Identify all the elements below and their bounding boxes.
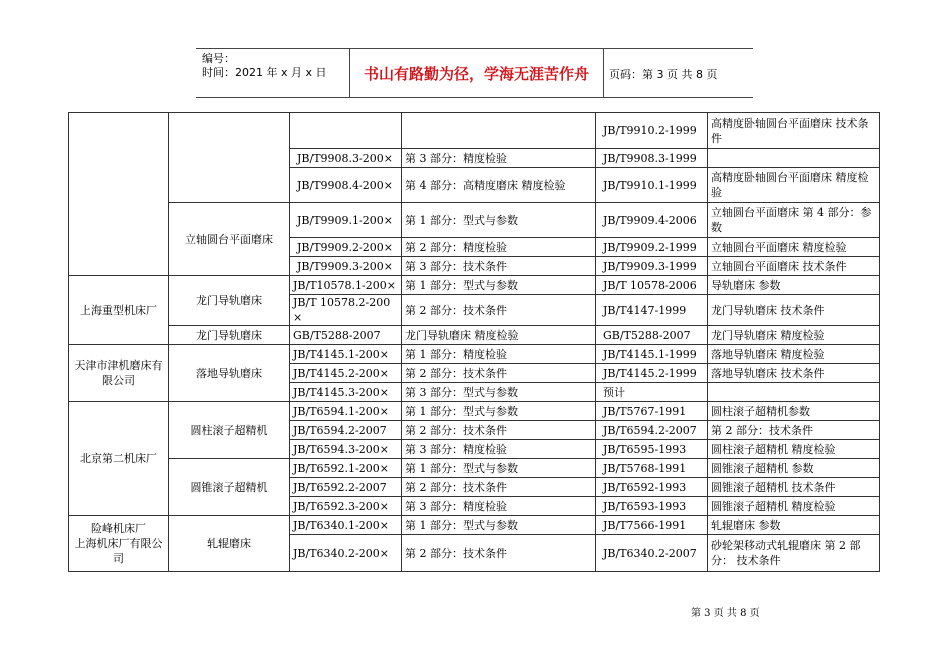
table-cell: JB/T6340.1-200× — [290, 516, 402, 535]
table-cell: JB/T5767-1991 — [596, 402, 708, 421]
table-cell: JB/T6592-1993 — [596, 478, 708, 497]
table-cell: JB/T6594.2-2007 — [290, 421, 402, 440]
page-footer: 第 3 页 共 8 页 — [691, 608, 760, 619]
table-cell: 第 2 部分：技术条件 — [708, 421, 880, 440]
table-cell: GB/T5288-2007 — [596, 326, 708, 345]
table-cell: JB/T4145.2-1999 — [596, 364, 708, 383]
table-cell: 第 3 部分：精度检验 — [402, 440, 596, 459]
table-cell: 立轴圆台平面磨床 精度检验 — [708, 238, 880, 257]
table-cell: GB/T5288-2007 — [290, 326, 402, 345]
table-cell: 龙门导轨磨床 技术条件 — [708, 295, 880, 326]
table-row — [69, 276, 880, 295]
table-cell: 第 1 部分：型式与参数 — [402, 516, 596, 535]
table-cell: JB/T9908.3-1999 — [596, 149, 708, 168]
table-cell: 圆锥滚子超精机 技术条件 — [708, 478, 880, 497]
table-cell: 落地导轨磨床 技术条件 — [708, 364, 880, 383]
table-cell: 预计 — [596, 383, 708, 402]
table-cell: JB/T6594.3-200× — [290, 440, 402, 459]
table-cell: 落地导轨磨床 精度检验 — [708, 345, 880, 364]
table-cell: 第 2 部分：精度检验 — [402, 238, 596, 257]
table-cell: JB/T9910.1-1999 — [596, 168, 708, 203]
table-cell: JB/T9908.4-200× — [290, 168, 402, 203]
table-cell: 圆柱滚子超精机 — [169, 402, 290, 459]
table-cell: 北京第二机床厂 — [69, 402, 169, 516]
table-cell: 立轴圆台平面磨床 — [169, 203, 290, 276]
table-cell: JB/T9908.3-200× — [290, 149, 402, 168]
header-motto: 书山有路勤为径，学海无涯苦作舟 — [349, 49, 604, 97]
table-cell: 圆锥滚子超精机 参数 — [708, 459, 880, 478]
table-cell: 龙门导轨磨床 精度检验 — [708, 326, 880, 345]
table-cell: 第 2 部分：技术条件 — [402, 364, 596, 383]
table-cell: JB/T6595-1993 — [596, 440, 708, 459]
table-cell: 第 3 部分：精度检验 — [402, 149, 596, 168]
table-cell: 第 2 部分：技术条件 — [402, 535, 596, 572]
standards-table — [68, 112, 880, 572]
table-cell: 落地导轨磨床 — [169, 345, 290, 402]
table-cell: 险峰机床厂 上海机床厂有限公司 — [69, 516, 169, 572]
table-cell: 上海重型机床厂 — [69, 276, 169, 345]
table-cell — [290, 113, 402, 149]
table-cell — [402, 113, 596, 149]
table-cell: 第 2 部分：技术条件 — [402, 295, 596, 326]
table-cell: JB/T7566-1991 — [596, 516, 708, 535]
table-cell — [69, 113, 169, 276]
table-cell: JB/T6592.2-2007 — [290, 478, 402, 497]
table-cell — [169, 113, 290, 203]
table-cell: 第 2 部分：技术条件 — [402, 421, 596, 440]
table-cell: 龙门导轨磨床 — [169, 326, 290, 345]
table-cell: JB/T9909.4-2006 — [596, 203, 708, 238]
table-cell: 第 1 部分：型式与参数 — [402, 459, 596, 478]
table-cell: JB/T4145.3-200× — [290, 383, 402, 402]
table-cell — [708, 149, 880, 168]
table-cell: 第 2 部分：技术条件 — [402, 478, 596, 497]
table-cell: 第 4 部分：高精度磨床 精度检验 — [402, 168, 596, 203]
table-cell: JB/T4145.2-200× — [290, 364, 402, 383]
table-cell: JB/T6593-1993 — [596, 497, 708, 516]
table-cell: JB/T6340.2-200× — [290, 535, 402, 572]
table-cell: JB/T9910.2-1999 — [596, 113, 708, 149]
table-cell: 第 1 部分：型式与参数 — [402, 203, 596, 238]
table-row — [69, 113, 880, 149]
table-row — [69, 326, 880, 345]
header-meta — [202, 52, 352, 80]
table-cell: 龙门导轨磨床 — [169, 276, 290, 326]
table-cell: 第 3 部分：精度检验 — [402, 497, 596, 516]
table-cell: JB/T9909.3-200× — [290, 257, 402, 276]
table-cell — [708, 383, 880, 402]
table-cell: JB/T5768-1991 — [596, 459, 708, 478]
table-cell: 立轴圆台平面磨床 第 4 部分：参数 — [708, 203, 880, 238]
table-cell: 龙门导轨磨床 精度检验 — [402, 326, 596, 345]
table-cell: 高精度卧轴圆台平面磨床 精度检验 — [708, 168, 880, 203]
table-cell: 第 1 部分：精度检验 — [402, 345, 596, 364]
table-cell: JB/T6592.1-200× — [290, 459, 402, 478]
table-cell: 立轴圆台平面磨床 技术条件 — [708, 257, 880, 276]
table-cell: 第 1 部分：型式与参数 — [402, 276, 596, 295]
table-cell: JB/T9909.3-1999 — [596, 257, 708, 276]
table-cell: JB/T4145.1-200× — [290, 345, 402, 364]
table-cell: 高精度卧轴圆台平面磨床 技术条件 — [708, 113, 880, 149]
table-cell: JB/T6340.2-2007 — [596, 535, 708, 572]
header-page-number: 页码：第 3 页 共 8 页 — [609, 68, 718, 81]
doc-number-label: 编号： — [202, 52, 235, 65]
table-cell: 圆柱滚子超精机参数 — [708, 402, 880, 421]
table-cell: 第 3 部分：型式与参数 — [402, 383, 596, 402]
table-row — [69, 203, 880, 238]
table-cell: JB/T9909.1-200× — [290, 203, 402, 238]
table-cell: 第 1 部分：型式与参数 — [402, 402, 596, 421]
table-cell: 圆锥滚子超精机 精度检验 — [708, 497, 880, 516]
table-cell: 砂轮架移动式轧辊磨床 第 2 部分： 技术条件 — [708, 535, 880, 572]
table-cell: JB/T 10578.2-200× — [290, 295, 402, 326]
table-cell: JB/T6594.1-200× — [290, 402, 402, 421]
table-cell: 导轨磨床 参数 — [708, 276, 880, 295]
table-cell: JB/T 10578-2006 — [596, 276, 708, 295]
table-cell: 第 3 部分：技术条件 — [402, 257, 596, 276]
table-cell: 圆锥滚子超精机 — [169, 459, 290, 516]
table-row — [69, 402, 880, 421]
table-cell: JB/T6592.3-200× — [290, 497, 402, 516]
table-row — [69, 459, 880, 478]
table-cell: JB/T9909.2-200× — [290, 238, 402, 257]
table-cell: 轧辊磨床 参数 — [708, 516, 880, 535]
table-cell: JB/T10578.1-200× — [290, 276, 402, 295]
table-cell: JB/T4147-1999 — [596, 295, 708, 326]
table-cell: JB/T9909.2-1999 — [596, 238, 708, 257]
table-cell: JB/T4145.1-1999 — [596, 345, 708, 364]
table-row — [69, 516, 880, 535]
page-header — [196, 48, 753, 98]
doc-time-label: 时间：2021 年 x 月 x 日 — [202, 66, 327, 79]
table-cell: 圆柱滚子超精机 精度检验 — [708, 440, 880, 459]
table-cell: 轧辊磨床 — [169, 516, 290, 572]
table-cell: 天津市津机磨床有限公司 — [69, 345, 169, 402]
table-row — [69, 345, 880, 364]
table-cell: JB/T6594.2-2007 — [596, 421, 708, 440]
